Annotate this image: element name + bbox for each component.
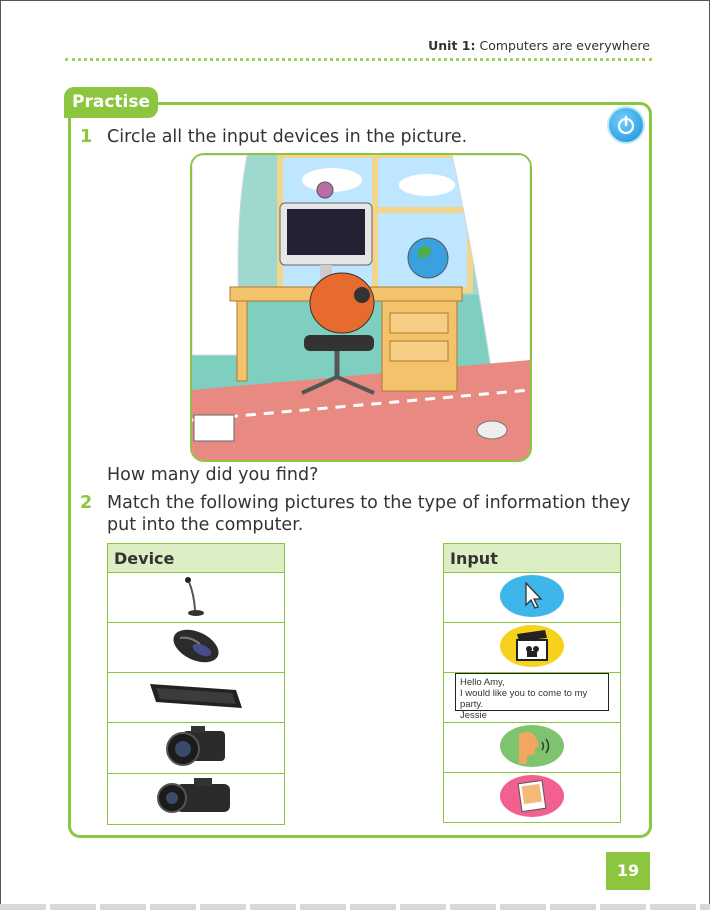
device-row-video-camera[interactable] [108,774,285,825]
photo-icon [499,774,565,818]
device-row-microphone[interactable] [108,573,285,623]
input-row-pointer-click[interactable] [444,573,621,623]
keyboard-icon [146,676,246,716]
q1-text: Circle all the input devices in the picture. [107,127,468,147]
speaking-head-icon [499,724,565,768]
input-header: Input [444,544,621,573]
note-line3: Jessie [460,710,487,721]
text-note [455,673,609,721]
q1-followup: How many did you find? [107,465,319,485]
input-row-sound[interactable] [444,723,621,773]
practise-tab: Practise [64,87,158,118]
video-camera-icon [154,774,238,820]
q2-text-line1: Match the following pictures to the type of information they [107,493,631,513]
unit-header [428,38,650,53]
note-line2: I would like you to come to my party. [460,688,588,710]
camera-icon [161,723,231,769]
device-header: Device [108,544,285,573]
room-illustration [190,153,532,462]
cursor-icon [499,574,565,618]
q1-number: 1 [80,127,93,147]
input-row-video[interactable] [444,623,621,673]
input-table [443,543,621,823]
microphone-icon [176,574,216,618]
device-row-camera[interactable] [108,723,285,774]
unit-label: Unit 1: [428,38,476,53]
unit-title: Computers are everywhere [479,38,650,53]
mouse-icon [166,624,226,668]
input-row-photo[interactable] [444,773,621,823]
device-row-mouse[interactable] [108,623,285,673]
dotted-divider [65,58,652,61]
page-number: 19 [606,852,650,890]
device-row-keyboard[interactable] [108,673,285,723]
q2-text-line2: put into the computer. [107,515,304,535]
q2-number: 2 [80,493,93,513]
note-line1: Hello Amy, [460,677,505,688]
input-row-text[interactable] [444,673,621,723]
power-icon[interactable] [609,108,643,142]
device-table [107,543,285,825]
clapperboard-icon [499,624,565,668]
bottom-strip [0,904,710,910]
